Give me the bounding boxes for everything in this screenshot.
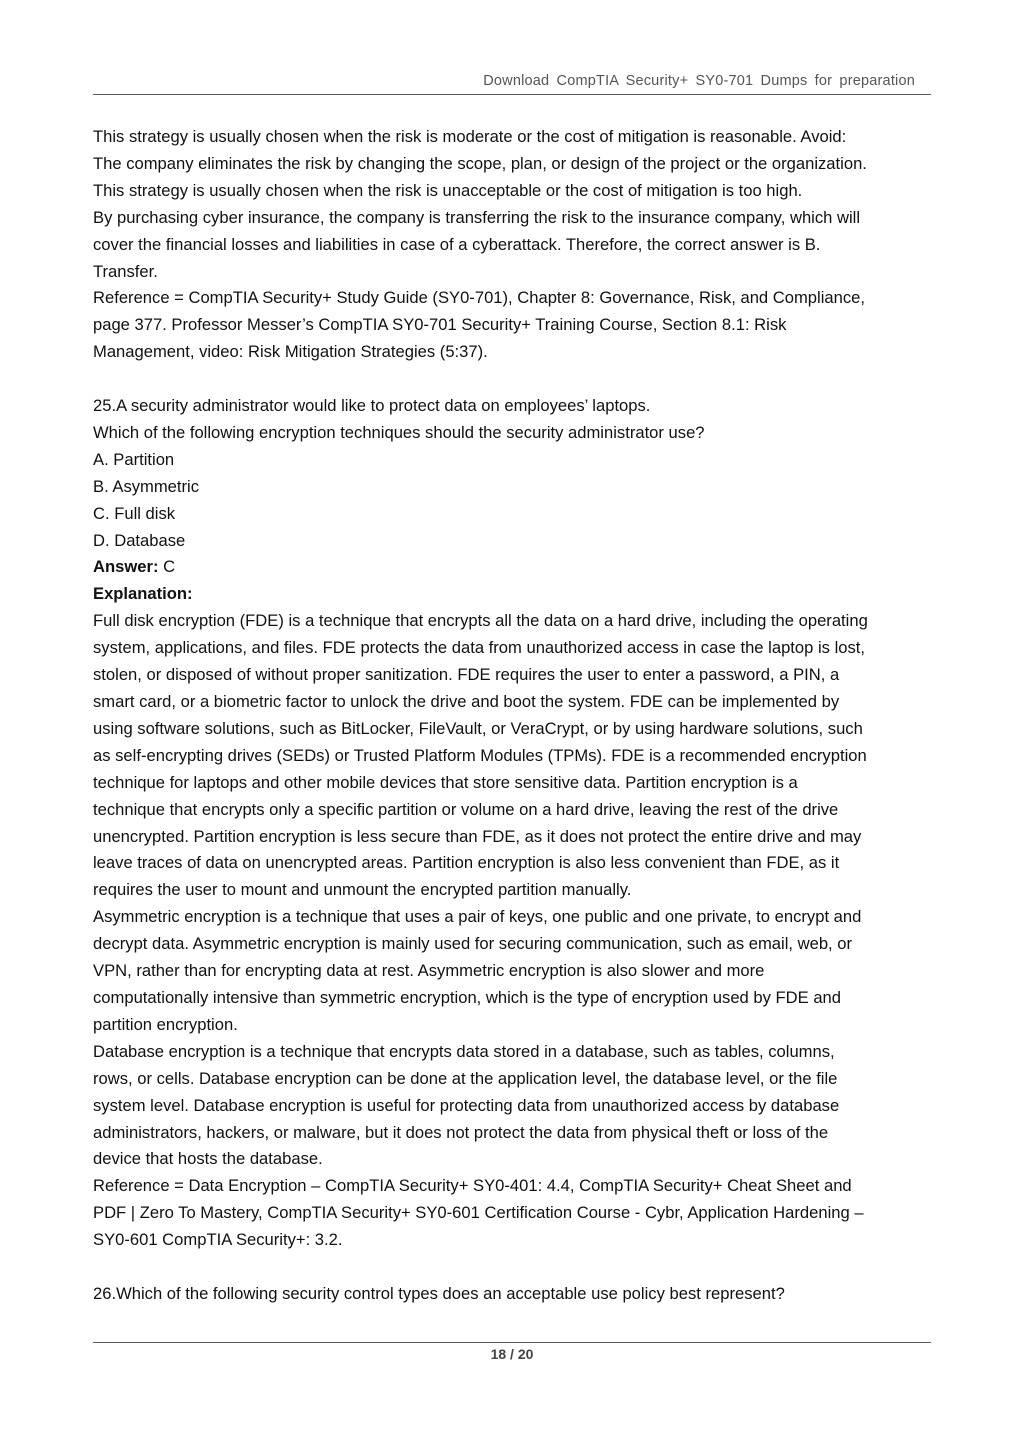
page-header — [93, 72, 931, 95]
reference-line: Reference = Data Encryption – CompTIA Security+ SY0-401: 4.4, CompTIA Security+ Cheat Sheet and — [93, 1176, 852, 1196]
answer-value: C — [158, 557, 176, 577]
text-line: The company eliminates the risk by changing the scope, plan, or design of the project or the organization. — [93, 153, 867, 173]
page-number: 18 / 20 — [490, 1346, 534, 1362]
explanation-line: technique that encrypts only a specific partition or volume on a hard drive, leaving the rest of the drive — [93, 799, 839, 819]
reference-line: SY0-601 CompTIA Security+: 3.2. — [93, 1230, 343, 1250]
option-c: C. Full disk — [93, 503, 176, 523]
answer-line — [93, 554, 943, 581]
question-26 — [93, 1281, 943, 1308]
page-content — [93, 124, 943, 1308]
explanation-line: Asymmetric encryption is a technique that uses a pair of keys, one public and one private, to encrypt and — [93, 907, 862, 927]
explanation-line: requires the user to mount and unmount the encrypted partition manually. — [93, 880, 632, 900]
option-a: A. Partition — [93, 449, 175, 469]
explanation-line: rows, or cells. Database encryption can be done at the application level, the database level, or the file — [93, 1068, 838, 1088]
explanation-line: using software solutions, such as BitLocker, FileVault, or VeraCrypt, or by using hardware solutions, such — [93, 718, 863, 738]
explanation-line: system level. Database encryption is useful for protecting data from unauthorized access by database — [93, 1095, 840, 1115]
explanation-line: as self-encrypting drives (SEDs) or Trusted Platform Modules (TPMs). FDE is a recommended encryption — [93, 745, 867, 765]
text-line: By purchasing cyber insurance, the company is transferring the risk to the insurance company, which will — [93, 207, 861, 227]
text-line: Transfer. — [93, 261, 158, 281]
answer-label: Answer: — [93, 557, 159, 577]
explanation-line: device that hosts the database. — [93, 1149, 323, 1169]
option-b: B. Asymmetric — [93, 476, 200, 496]
reference-line: Reference = CompTIA Security+ Study Guide (SY0-701), Chapter 8: Governance, Risk, and Compliance, — [93, 288, 865, 308]
option-d: D. Database — [93, 530, 186, 550]
question-prompt: Which of the following encryption techniques should the security administrator use? — [93, 422, 705, 442]
header-text: Download CompTIA Security+ SY0-701 Dumps for preparation — [483, 73, 915, 89]
explanation-line: VPN, rather than for encrypting data at rest. Asymmetric encryption is also slower and more — [93, 961, 765, 981]
explanation-label: Explanation: — [93, 584, 193, 604]
explanation-line: leave traces of data on unencrypted areas. Partition encryption is also less convenient than FDE, as it — [93, 853, 840, 873]
explanation-line: partition encryption. — [93, 1014, 238, 1034]
text-line: This strategy is usually chosen when the risk is moderate or the cost of mitigation is reasonable. Avoid: — [93, 127, 847, 146]
reference-line: PDF | Zero To Mastery, CompTIA Security+ SY0-601 Certification Course - Cybr, Application Hardening – — [93, 1203, 864, 1223]
explanation-line: unencrypted. Partition encryption is less secure than FDE, as it does not protect the entire drive and may — [93, 826, 862, 846]
spacer — [93, 1254, 943, 1281]
explanation-line: stolen, or disposed of without proper sanitization. FDE requires the user to enter a password, a PIN, a — [93, 665, 840, 685]
reference-line: Management, video: Risk Mitigation Strategies (5:37). — [93, 342, 488, 362]
prev-answer-block — [93, 124, 943, 366]
text-line: cover the financial losses and liabilities in case of a cyberattack. Therefore, the correct answer is B. — [93, 234, 821, 254]
reference-line: page 377. Professor Messer’s CompTIA SY0-701 Security+ Training Course, Section 8.1: Risk — [93, 315, 787, 335]
explanation-line: decrypt data. Asymmetric encryption is mainly used for securing communication, such as email, web, or — [93, 934, 853, 954]
explanation-line: Database encryption is a technique that encrypts data stored in a database, such as tables, columns, — [93, 1041, 835, 1061]
question-stem: 26.Which of the following security control types does an acceptable use policy best represent? — [93, 1283, 785, 1303]
footer-divider — [93, 1342, 931, 1343]
question-25 — [93, 393, 943, 1254]
explanation-line: smart card, or a biometric factor to unlock the drive and boot the system. FDE can be implemented by — [93, 692, 840, 712]
explanation-line: Full disk encryption (FDE) is a technique that encrypts all the data on a hard drive, including the operating — [93, 611, 868, 631]
explanation-line: computationally intensive than symmetric encryption, which is the type of encryption used by FDE and — [93, 987, 842, 1007]
text-line: This strategy is usually chosen when the risk is unacceptable or the cost of mitigation is too high. — [93, 180, 803, 200]
explanation-line: administrators, hackers, or malware, but it does not protect the data from physical theft or loss of the — [93, 1122, 829, 1142]
explanation-line: system, applications, and files. FDE protects the data from unauthorized access in case the laptop is lost, — [93, 638, 865, 658]
explanation-line: technique for laptops and other mobile devices that store sensitive data. Partition encryption is a — [93, 772, 798, 792]
spacer — [93, 366, 943, 393]
question-stem: 25.A security administrator would like to protect data on employees’ laptops. — [93, 396, 651, 416]
